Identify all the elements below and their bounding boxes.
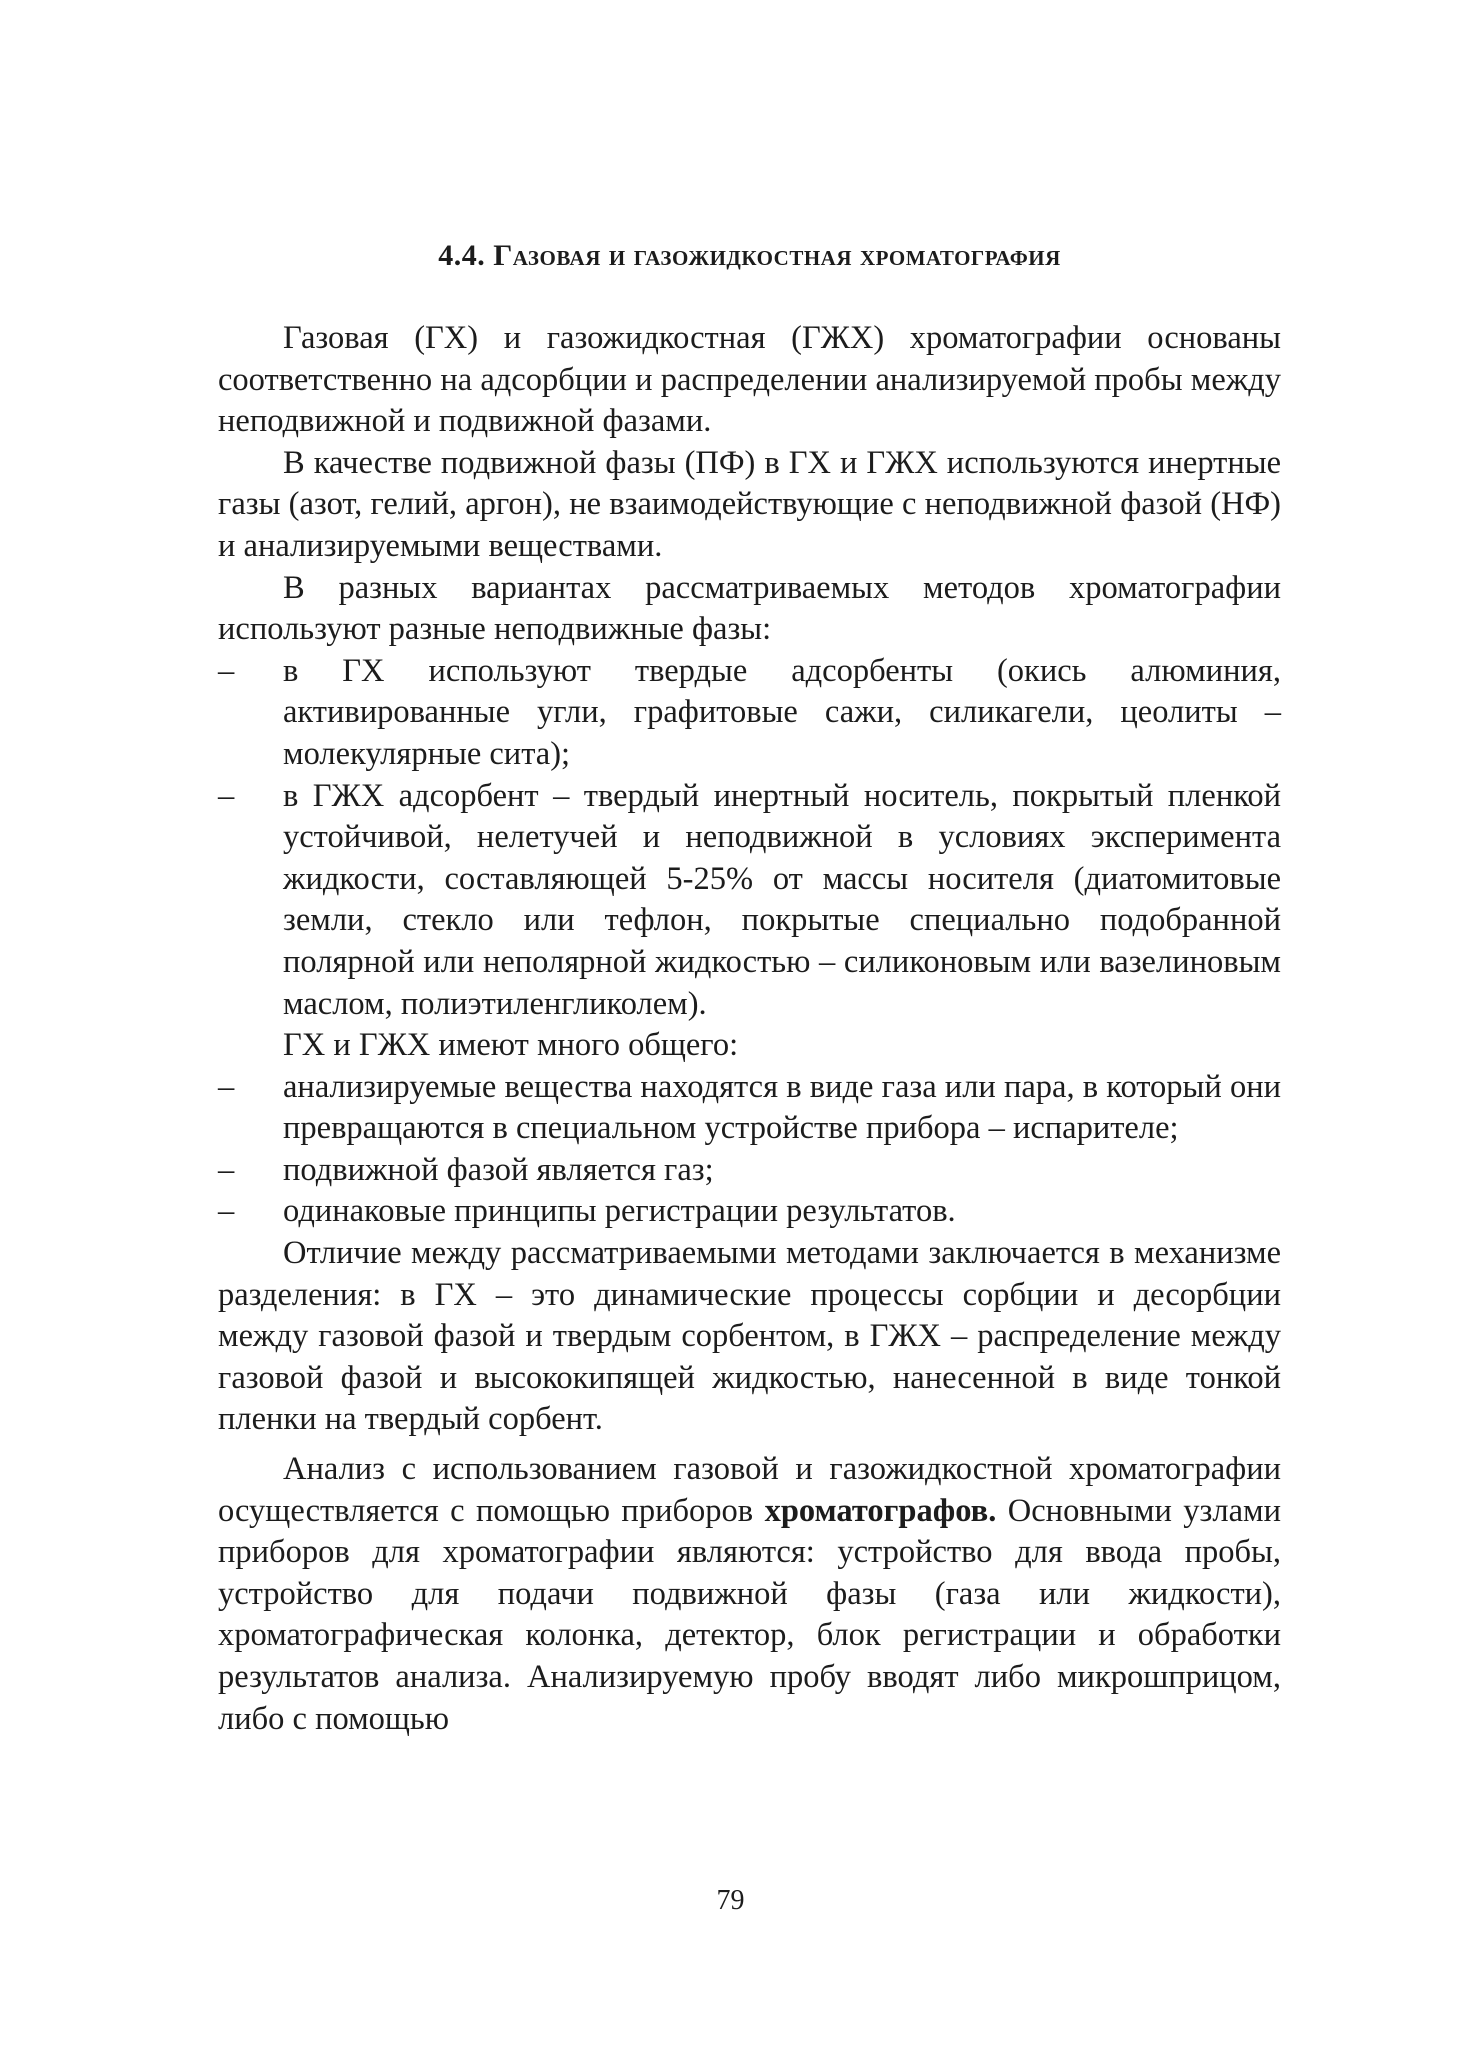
list-item (218, 651, 1281, 776)
term-chromatographs: хроматографов. (764, 1492, 997, 1529)
common-features-list (218, 1067, 1281, 1233)
page-body (218, 236, 1281, 1740)
paragraph-difference: Отличие между рассматриваемыми методами заключается в механизме разделения: в ГХ – это динамические процессы сорбции и десорбции между газовой фазой и твердым сорбентом, в ГЖХ – распределение между газовой фазой и высококипящей жидкостью, нанесенной в виде тонкой пленки на твердый сорбент. (218, 1235, 1281, 1438)
list-dash: – (218, 1068, 235, 1105)
paragraph-mobile-phase: В качестве подвижной фазы (ПФ) в ГХ и ГЖХ используются инертные газы (азот, гелий, аргон), не взаимодействующие с неподвижной фазой (НФ) и анализируемыми веществами. (218, 444, 1281, 564)
list-item (218, 1150, 1281, 1192)
paragraph-common: ГХ и ГЖХ имеют много общего: (283, 1027, 739, 1064)
paragraph-text: Анализ с использованием газовой и газожидкостной хроматографии осуществляется с помощью приборов (218, 1451, 1281, 1529)
list-item-text: в ГЖХ адсорбент – твердый инертный носитель, покрытый пленкой устойчивой, нелетучей и неподвижной в условиях эксперимента жидкости, составляющей 5-25% от массы носителя (диатомитовые земли, стекло или тефлон, покрытые специально подобранной полярной или неполярной жидкостью – силиконовым или вазелиновым маслом, полиэтиленгликолем). (283, 777, 1281, 1022)
list-item-text: подвижной фазой является газ; (283, 1151, 714, 1188)
paragraph-chromatographs (218, 1449, 1281, 1740)
stationary-phases-list (218, 651, 1281, 1025)
list-item (218, 1067, 1281, 1150)
paragraph-stationary-phases: В разных вариантах рассматриваемых методов хроматографии используют разные неподвижные фазы: (218, 569, 1281, 648)
list-dash: – (218, 777, 235, 814)
list-item-text: анализируемые вещества находятся в виде газа или пара, в который они превращаются в специальном устройстве прибора – испарителе; (283, 1068, 1281, 1147)
list-dash: – (218, 1151, 235, 1188)
page-number: 79 (716, 1885, 745, 1916)
list-item (218, 776, 1281, 1026)
list-item (218, 1191, 1281, 1233)
paragraph-intro: Газовая (ГХ) и газожидкостная (ГЖХ) хроматографии основаны соответственно на адсорбции и распределении анализируемой пробы между неподвижной и подвижной фазами. (218, 320, 1281, 440)
list-dash: – (218, 1193, 235, 1230)
list-item-text: в ГХ используют твердые адсорбенты (окись алюминия, активированные угли, графитовые сажи, силикагели, цеолиты – молекулярные сита); (283, 652, 1281, 772)
section-heading (218, 236, 1281, 276)
paragraph-text: Основными узлами приборов для хроматографии являются: устройство для ввода пробы, устройство для подачи подвижной фазы (газа или жидкости), хроматографическая колонка, детектор, блок регистрации и обработки результатов анализа. Анализируемую пробу вводят либо микрошприцом, либо с помощью (218, 1492, 1281, 1737)
list-item-text: одинаковые принципы регистрации результатов. (283, 1193, 956, 1230)
list-dash: – (218, 652, 235, 689)
section-title: Газовая и газожидкостная хроматография (493, 239, 1061, 272)
section-number: 4.4. (438, 239, 486, 272)
